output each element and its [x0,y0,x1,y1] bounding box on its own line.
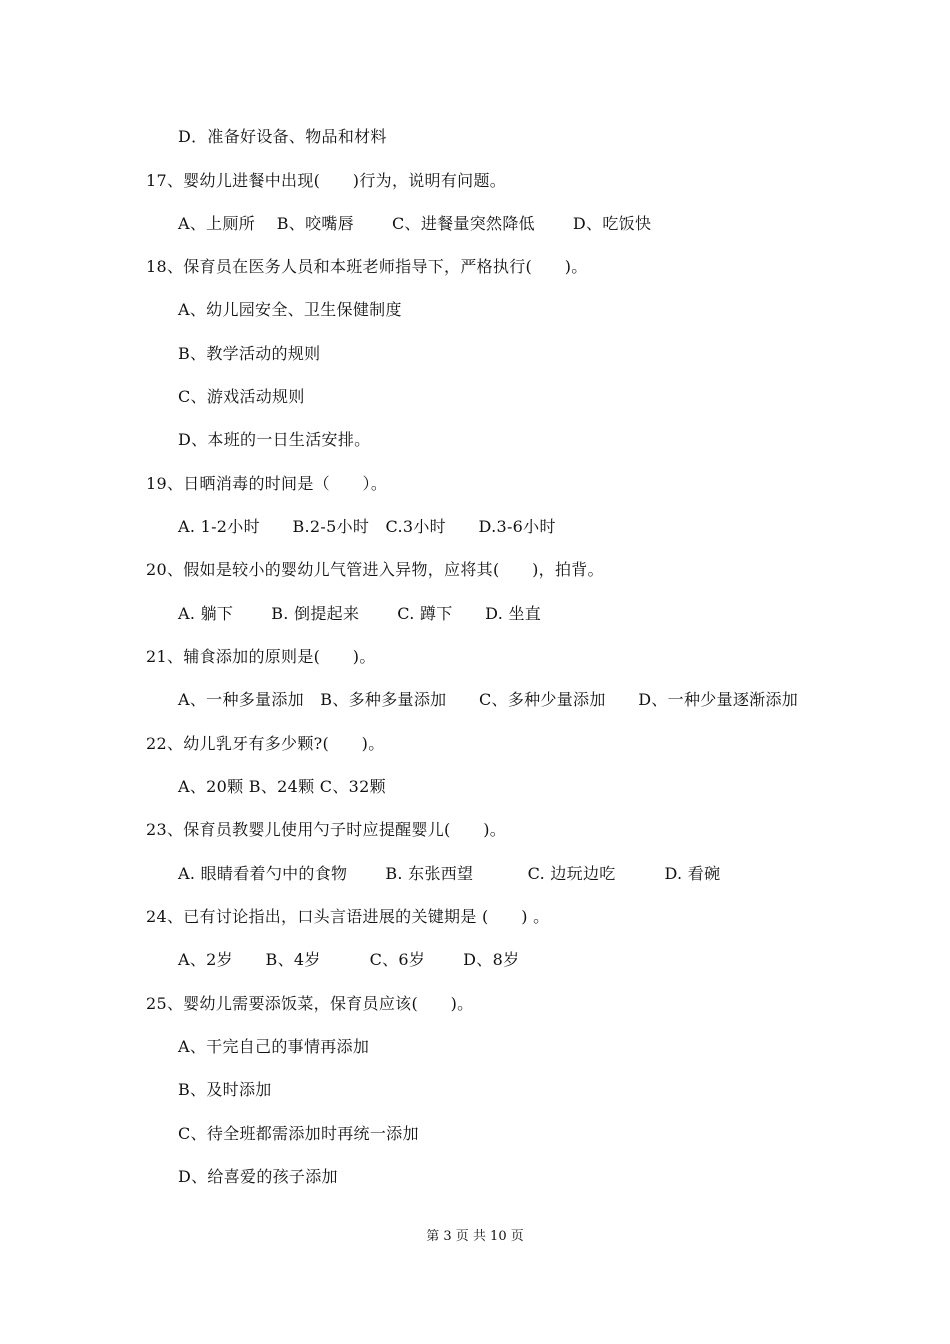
question-23: 23、保育员教婴儿使用勺子时应提醒婴儿( )。 [146,820,507,839]
options-23: A. 眼睛看着勺中的食物 B. 东张西望 C. 边玩边吃 D. 看碗 [178,864,721,883]
question-25: 25、婴幼儿需要添饭菜，保育员应该( )。 [146,994,474,1013]
question-22: 22、幼儿乳牙有多少颗?( )。 [146,734,385,753]
question-20: 20、假如是较小的婴幼儿气管进入异物，应将其( )，拍背。 [146,560,604,579]
options-17: A、上厕所 B、咬嘴唇 C、进餐量突然降低 D、吃饭快 [178,214,652,233]
options-20: A. 躺下 B. 倒提起来 C. 蹲下 D. 坐直 [178,604,542,623]
option-16-d: D．准备好设备、物品和材料 [178,127,387,146]
option-25-c: C、待全班都需添加时再统一添加 [178,1124,419,1143]
question-19: 19、日晒消毒的时间是（ ）。 [146,474,388,493]
options-22: A、20颗 B、24颗 C、32颗 [178,777,386,796]
options-19: A. 1-2小时 B.2-5小时 C.3小时 D.3-6小时 [178,517,556,536]
option-18-d: D、本班的一日生活安排。 [178,430,371,449]
question-17: 17、婴幼儿进餐中出现( )行为，说明有问题。 [146,171,507,190]
options-21: A、一种多量添加 B、多种多量添加 C、多种少量添加 D、一种少量逐渐添加 [178,690,799,709]
option-25-b: B、及时添加 [178,1080,272,1099]
question-24: 24、已有讨论指出，口头言语进展的关键期是 ( ) 。 [146,907,550,926]
page-number-footer: 第 3 页 共 10 页 [426,1229,524,1244]
option-18-c: C、游戏活动规则 [178,387,305,406]
options-24: A、2岁 B、4岁 C、6岁 D、8岁 [178,950,520,969]
question-18: 18、保育员在医务人员和本班老师指导下，严格执行( )。 [146,257,588,276]
option-25-a: A、干完自己的事情再添加 [178,1037,370,1056]
option-18-b: B、教学活动的规则 [178,344,321,363]
option-18-a: A、幼儿园安全、卫生保健制度 [178,300,402,319]
question-21: 21、辅食添加的原则是( )。 [146,647,376,666]
option-25-d: D、给喜爱的孩子添加 [178,1167,338,1186]
